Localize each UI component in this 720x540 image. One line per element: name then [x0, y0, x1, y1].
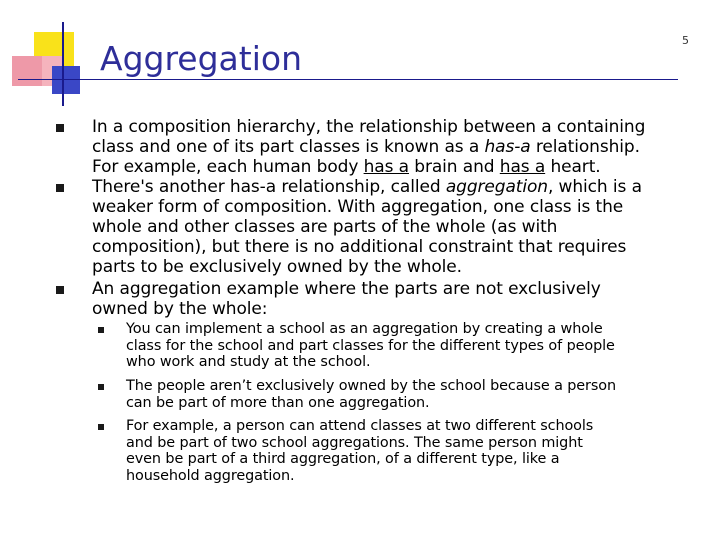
page-number: 5 — [682, 34, 689, 47]
text-line: parts to be exclusively owned by the whole. — [92, 257, 462, 277]
text-line: and be part of two school aggregations. The same person might — [126, 434, 583, 451]
text-line: weaker form of composition. With aggregation, one class is the — [92, 197, 624, 217]
bullet-text-1 — [92, 117, 692, 177]
text-line: composition), but there is no additional constraint that requires — [92, 237, 627, 257]
text-line: For example, a person can attend classes at two different schools — [126, 418, 594, 434]
bullet-square-icon — [56, 124, 64, 132]
underlined-text: has a — [499, 157, 546, 177]
sub-bullet-square-icon — [98, 384, 104, 390]
italic-text: aggregation — [445, 177, 548, 197]
sub-bullet-text-3 — [126, 418, 686, 484]
text-line: An aggregation example where the parts are not exclusively — [92, 279, 601, 299]
sub-bullet-text-2 — [126, 378, 686, 411]
text-line: even be part of a third aggregation, of a different type, like a — [126, 451, 560, 468]
underlined-text: has a — [363, 157, 409, 177]
decor-red-square — [12, 56, 42, 86]
decor-blue-square — [52, 66, 80, 94]
bullet-square-icon — [56, 184, 64, 192]
sub-bullet-square-icon — [98, 424, 104, 430]
text-line: There's another has-a relationship, called aggregation, which is a — [92, 177, 642, 197]
text-line: whole and other classes are parts of the whole (as with — [92, 217, 558, 237]
text-line: who work and study at the school. — [126, 354, 371, 371]
decor-vertical-line — [62, 22, 64, 106]
text-line: household aggregation. — [126, 467, 295, 484]
slide-title: Aggregation — [100, 39, 302, 78]
text-line: class for the school and part classes for the different types of people — [126, 337, 615, 354]
text-line: The people aren’t exclusively owned by the school because a person — [126, 378, 616, 394]
bullet-square-icon — [56, 286, 64, 294]
text-line: You can implement a school as an aggregation by creating a whole — [126, 321, 603, 337]
bullet-text-2 — [92, 177, 692, 277]
text-line: class and one of its part classes is known as a has-a relationship. — [92, 137, 640, 157]
italic-text: has-a — [484, 137, 531, 157]
text-line: In a composition hierarchy, the relationship between a containing — [92, 117, 646, 137]
bullet-text-3 — [92, 279, 692, 319]
sub-bullet-text-1 — [126, 321, 686, 371]
sub-bullet-square-icon — [98, 327, 104, 333]
text-line: For example, each human body has a brain and has a heart. — [92, 157, 601, 177]
text-line: owned by the whole: — [92, 299, 268, 319]
text-line: can be part of more than one aggregation. — [126, 394, 430, 411]
